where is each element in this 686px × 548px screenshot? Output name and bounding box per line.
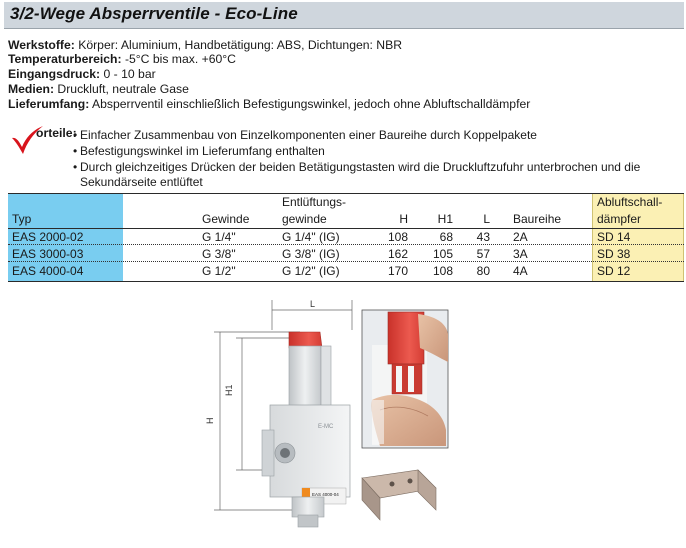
spec-value: Druckluft, neutrale Gase (54, 82, 189, 96)
spec-medien (8, 82, 189, 96)
table-top-rule (8, 193, 684, 194)
table-row-divider (8, 261, 684, 262)
cell-typ: EAS 4000-04 (12, 264, 84, 278)
th-abluft-2: dämpfer (597, 212, 642, 226)
product-drawing (0, 290, 686, 548)
dimension-label-l: L (310, 299, 316, 309)
table-bottom-rule (8, 281, 684, 282)
cell-gewinde: G 1/2" (202, 264, 236, 278)
vorteil-item: • Durch gleichzeitiges Drücken der beiden Betätigungstasten wird die Druckluftzufuhr unterbrochen und die (80, 160, 640, 174)
spec-temperatur (8, 52, 236, 66)
cell-h1: 108 (432, 264, 453, 278)
cell-h: 108 (387, 230, 408, 244)
dimension-label-h: H (205, 417, 215, 424)
th-typ: Typ (12, 212, 32, 226)
cell-h1: 105 (432, 247, 453, 261)
cell-abluft: SD 12 (597, 264, 631, 278)
brand-logo: E-MC (318, 424, 334, 430)
page-title: 3/2-Wege Absperrventile - Eco-Line (10, 4, 298, 23)
cell-entl: G 1/4" (IG) (282, 230, 340, 244)
th-h1: H1 (437, 212, 453, 226)
cell-gewinde: G 1/4" (202, 230, 236, 244)
table-row-divider (8, 244, 684, 245)
cell-h: 170 (387, 264, 408, 278)
spec-label: Eingangsdruck: (8, 67, 101, 81)
photo-inset (362, 310, 448, 448)
vorteile-label: orteile: (36, 126, 77, 140)
cell-h1: 68 (439, 230, 453, 244)
cell-h: 162 (387, 247, 408, 261)
spec-value: -5°C bis max. +60°C (121, 52, 236, 66)
dimension-label-h1: H1 (224, 384, 234, 396)
spec-label: Temperaturbereich: (8, 52, 122, 66)
cell-l: 57 (476, 247, 490, 261)
th-baureihe: Baureihe (513, 212, 562, 226)
table-header-rule (8, 228, 684, 229)
th-gewinde: Gewinde (202, 212, 250, 226)
spec-value: Absperrventil einschließlich Befestigungswinkel, jedoch ohne Abluftschalldämpfer (89, 97, 531, 111)
cell-l: 43 (476, 230, 490, 244)
cell-baureihe: 3A (513, 247, 528, 261)
th-l: L (483, 212, 490, 226)
cell-abluft: SD 14 (597, 230, 631, 244)
th-entlueftung: Entlüftungs- (282, 195, 347, 209)
vorteil-item-continued: Sekundärseite entlüftet (80, 175, 203, 189)
cell-gewinde: G 3/8" (202, 247, 236, 261)
cell-abluft: SD 38 (597, 247, 631, 261)
th-entlueftung-2: gewinde (282, 212, 327, 226)
cell-baureihe: 2A (513, 230, 528, 244)
spec-lieferumfang (8, 97, 530, 111)
cell-l: 80 (476, 264, 490, 278)
cell-entl: G 3/8" (IG) (282, 247, 340, 261)
th-h: H (399, 212, 408, 226)
spec-value: 0 - 10 bar (100, 67, 156, 81)
cell-baureihe: 4A (513, 264, 528, 278)
spec-label: Werkstoffe: (8, 38, 75, 52)
product-sticker-label: EAS 4000-04 (312, 492, 339, 497)
th-abluft: Abluftschall- (597, 195, 663, 209)
cell-entl: G 1/2" (IG) (282, 264, 340, 278)
spec-eingangsdruck (8, 67, 156, 81)
spec-value: Körper: Aluminium, Handbetätigung: ABS, Dichtungen: NBR (74, 38, 403, 52)
spec-werkstoffe (8, 38, 402, 52)
mounting-bracket-image (362, 470, 436, 548)
spec-label: Lieferumfang: (8, 97, 90, 111)
cell-typ: EAS 3000-03 (12, 247, 84, 261)
vorteil-item: • Befestigungswinkel im Lieferumfang enthalten (80, 144, 325, 158)
vorteil-item: • Einfacher Zusammenbau von Einzelkomponenten einer Baureihe durch Koppelpakete (80, 128, 537, 142)
cell-typ: EAS 2000-02 (12, 230, 84, 244)
spec-label: Medien: (8, 82, 55, 96)
